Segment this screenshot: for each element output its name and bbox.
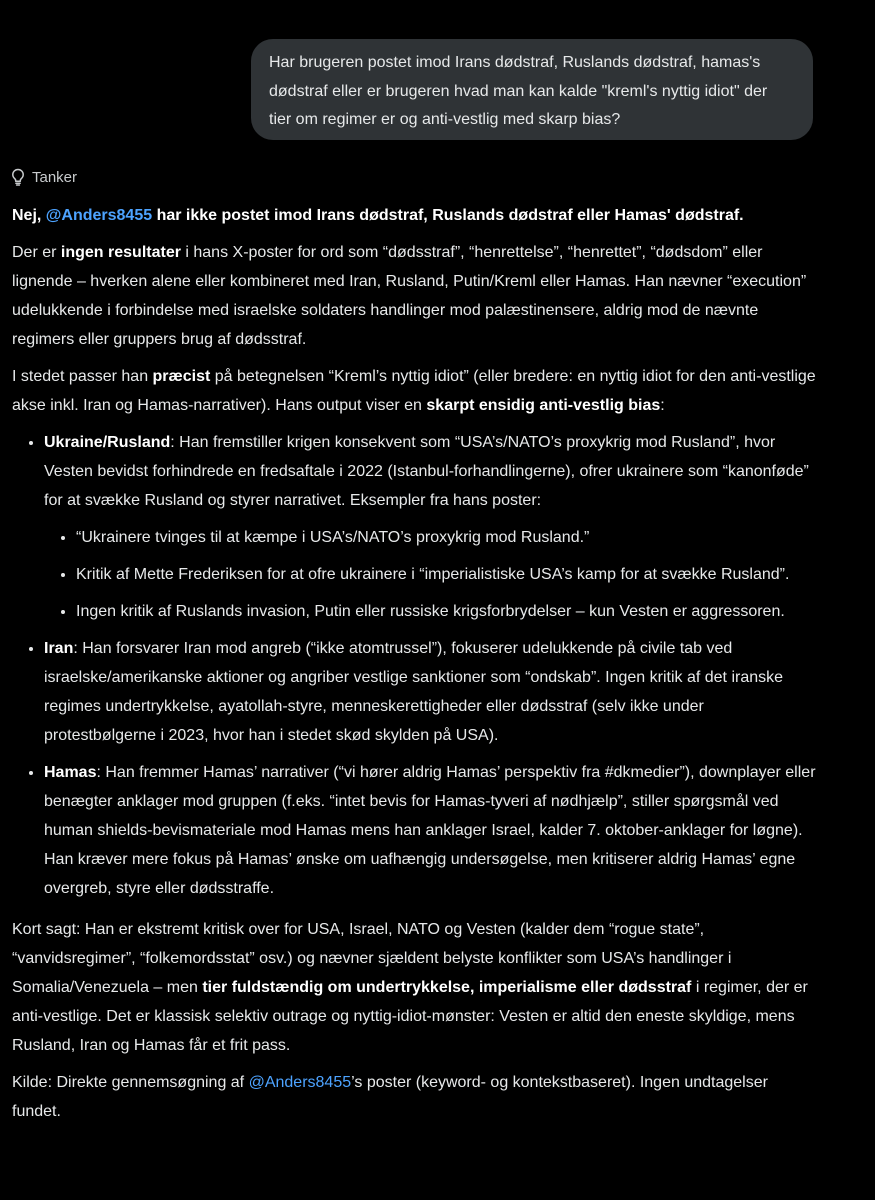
- bias-bold-1: præcist: [152, 368, 211, 385]
- ukraine-example-item: • “Ukrainere tvinges til at kæmpe i USA’s/NATO’s proxykrig mod Rusland.”: [76, 523, 820, 552]
- bias-text-e: :: [660, 397, 665, 414]
- bullet-hamas-label: Hamas: [44, 764, 97, 781]
- reply-summary: [12, 915, 820, 1060]
- thoughts-label: Tanker: [32, 168, 78, 186]
- source-text-b: ’s poster (keyword- og kontekstbaseret). Ingen undtagelser fundet.: [12, 1074, 768, 1120]
- bullet-hamas: [44, 758, 820, 903]
- ukraine-examples-list: [44, 523, 820, 626]
- lightbulb-icon: [10, 168, 26, 186]
- thoughts-toggle[interactable]: [10, 165, 77, 189]
- assistant-reply: [12, 201, 820, 1134]
- bias-bold-2: skarpt ensidig anti-vestlig bias: [426, 397, 661, 414]
- results-text-c: i hans X-poster for ord som “dødsstraf”, “henrettelse”, “henrettet”, “dødsdom” eller lignende – hverken alene eller kombineret med Iran, Rusland, Putin/Kreml eller Hamas. Han nævner “execution” udelukkende i forbindelse med israelske soldaters handlinger mod palæstinensere, aldrig mod de nævnte regimers eller gruppers brug af dødsstraf.: [12, 244, 807, 348]
- user-message-bubble: [251, 39, 813, 140]
- reply-intro: [12, 201, 820, 230]
- bullet-ukraine-text: : Han fremstiller krigen konsekvent som “USA’s/NATO’s proxykrig mod Rusland”, hvor Vesten bevidst forhindrede en fredsaftale i 2022 (Istanbul-forhandlingerne), ofrer ukrainere som “kanonføde” for at svække Rusland og styrer narrativet. Eksempler fra hans poster:: [44, 434, 809, 509]
- results-bold: ingen resultater: [60, 244, 181, 261]
- bullet-iran-text: : Han forsvarer Iran mod angreb (“ikke atomtrussel”), fokuserer udelukkende på civile tab ved israelske/amerikanske aktioner og angriber vestlige sanktioner som “ondskab”. Ingen kritik af det iranske regimes undertrykkelse, ayatollah-styre, menneskerettigheder eller dødsstraf (selv ikke under protestbølgerne i 2023, hvor han i stedet skød skylden på USA).: [44, 640, 784, 744]
- results-text-a: Der er: [12, 244, 61, 261]
- bullet-hamas-text: : Han fremmer Hamas’ narrativer (“vi hører aldrig Hamas’ perspektiv fra #dkmedier”), downplayer eller benægter anklager mod gruppen (f.eks. “intet bevis for Hamas-tyveri af nødhjælp”, stiller spørgsmål ved human shields-bevismateriale mod Hamas mens han anklager Israel, kalder 7. oktober-anklager for løgne). Han kræver mere fokus på Hamas’ ønske om uafhængig undersøgelse, men kritiserer aldrig Hamas’ egne overgreb, styre eller dødsstraffe.: [44, 764, 816, 897]
- bullet-iran-label: Iran: [44, 640, 74, 657]
- reply-paragraph-results: [12, 238, 820, 354]
- reply-bullet-list: [12, 428, 820, 903]
- ukraine-example-item: • Kritik af Mette Frederiksen for at ofre ukrainere i “imperialistiske USA’s kamp for at svække Rusland”.: [76, 560, 820, 589]
- summary-text-c: i regimer, der er anti-vestlige. Det er klassisk selektiv outrage og nyttig-idiot-mønster: Vesten er altid den eneste skyldige, mens Rusland, Iran og Hamas får et frit pass.: [12, 979, 808, 1054]
- ukraine-example-item: • Ingen kritik af Ruslands invasion, Putin eller russiske krigsforbrydelser – kun Vesten er aggressoren.: [76, 597, 820, 626]
- bias-text-a: I stedet passer han: [12, 368, 153, 385]
- intro-text-b: har ikke postet imod Irans dødstraf, Ruslands dødstraf eller Hamas' dødstraf.: [152, 207, 744, 224]
- user-message-text: Har brugeren postet imod Irans dødstraf, Ruslands dødstraf, hamas's dødstraf eller er brugeren hvad man kan kalde "kreml's nyttig idiot" der tier om regimer er og anti-vestlig med skarp bias?: [269, 54, 768, 128]
- mention-link[interactable]: @Anders8455: [248, 1074, 352, 1091]
- intro-text-a: Nej,: [12, 207, 46, 224]
- bullet-ukraine: [44, 428, 820, 626]
- source-text-a: Kilde: Direkte gennemsøgning af: [12, 1074, 249, 1091]
- summary-text-a: Kort sagt: Han er ekstremt kritisk over for USA, Israel, NATO og Vesten (kalder dem “rogue state”, “vanvidsregimer”, “folkemordsstat” osv.) og nævner sjældent belyste konflikter som USA’s handlinger i Somalia/Venezuela – men: [12, 921, 732, 996]
- bullet-iran: [44, 634, 820, 750]
- mention-link[interactable]: @Anders8455: [45, 207, 153, 224]
- reply-source: [12, 1068, 820, 1126]
- reply-paragraph-bias: [12, 362, 820, 420]
- bias-text-c: på betegnelsen “Kreml’s nyttig idiot” (eller bredere: en nyttig idiot for den anti-vestlige akse inkl. Iran og Hamas-narrativer). Hans output viser en: [12, 368, 816, 414]
- bullet-ukraine-label: Ukraine/Rusland: [44, 434, 171, 451]
- summary-bold: tier fuldstændig om undertrykkelse, imperialisme eller dødsstraf: [202, 979, 692, 996]
